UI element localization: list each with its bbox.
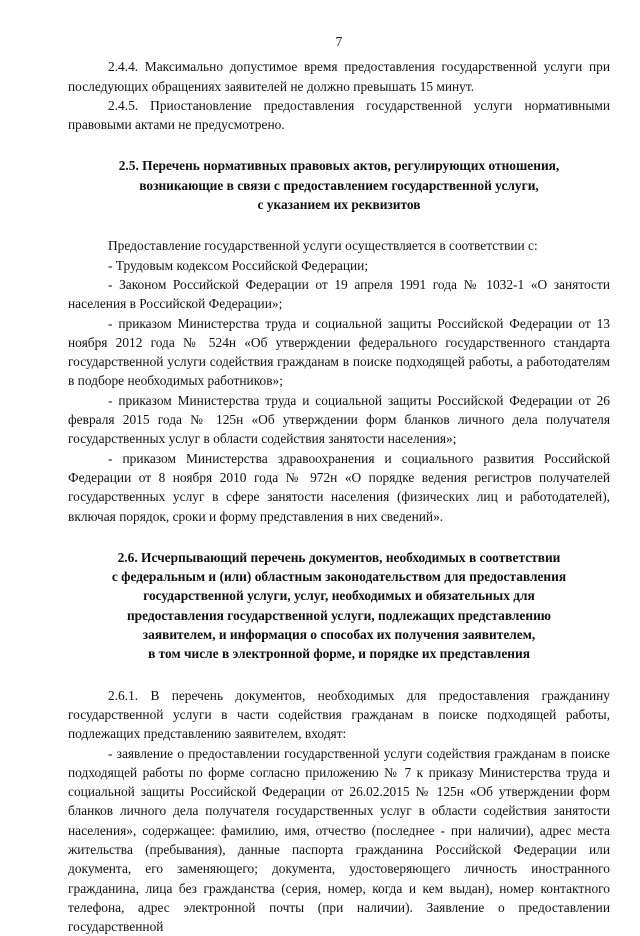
heading-line: 2.5. Перечень нормативных правовых актов, регулирующих отношения,: [68, 156, 610, 175]
paragraph-intro: Предоставление государственной услуги осуществляется в соответствии с:: [68, 236, 610, 255]
page-number: 7: [68, 32, 610, 51]
heading-line: предоставления государственной услуги, подлежащих представлению: [68, 606, 610, 625]
section-heading-2-5: [68, 156, 610, 214]
heading-line: 2.6. Исчерпывающий перечень документов, необходимых в соответствии: [68, 548, 610, 567]
paragraph-2-4-5: 2.4.5. Приостановление предоставления государственной услуги нормативными правовыми актами не предусмотрено.: [68, 96, 610, 135]
list-item: - Трудовым кодексом Российской Федерации;: [68, 256, 610, 275]
heading-line: в том числе в электронной форме, и порядке их представления: [68, 644, 610, 663]
list-item: - приказом Министерства труда и социальной защиты Российской Федерации от 26 февраля 2015 года № 125н «Об утверждении форм бланков личного дела получателя государственных услуг в области содействия занятости населения»;: [68, 391, 610, 449]
list-item: - Законом Российской Федерации от 19 апреля 1991 года № 1032-1 «О занятости населения в Российской Федерации»;: [68, 275, 610, 314]
list-item: - приказом Министерства труда и социальной защиты Российской Федерации от 13 ноября 2012 года № 524н «Об утверждении федерального государственного стандарта государственной услуги содействия гражданам в поиске подходящей работы, а работодателям в подборе необходимых работников»;: [68, 314, 610, 391]
section-heading-2-6: [68, 548, 610, 664]
list-item: - заявление о предоставлении государственной услуги содействия гражданам в поиске подходящей работы по форме согласно приложению № 7 к приказу Министерства труда и социальной защиты Российской Федерации от 26.02.2015 № 125н «Об утверждении форм бланков личного дела получателя государственных услуг в области содействия занятости населения», содержащее: фамилию, имя, отчество (последнее - при наличии), адрес места жительства (пребывания), данные паспорта гражданина Российской Федерации или документа, его заменяющего; документа, удостоверяющего личность иностранного гражданина, лица без гражданства (серия, номер, когда и кем выдан), номер контактного телефона, адрес электронной почты (при наличии). Заявление о предоставлении государственной: [68, 744, 610, 936]
paragraph-2-6-1: 2.6.1. В перечень документов, необходимых для предоставления гражданину государственной услуги в части содействия гражданам в поиске подходящей работы, подлежащих представлению заявителем, входят:: [68, 686, 610, 744]
heading-line: государственной услуги, услуг, необходимых и обязательных для: [68, 586, 610, 605]
heading-line: с указанием их реквизитов: [68, 195, 610, 214]
paragraph-2-4-4: 2.4.4. Максимально допустимое время предоставления государственной услуги при последующих обращениях заявителей не должно превышать 15 минут.: [68, 57, 610, 96]
heading-line: с федеральным и (или) областным законодательством для предоставления: [68, 567, 610, 586]
heading-line: возникающие в связи с предоставлением государственной услуги,: [68, 176, 610, 195]
heading-line: заявителем, и информация о способах их получения заявителем,: [68, 625, 610, 644]
list-item: - приказом Министерства здравоохранения и социального развития Российской Федерации от 8 ноября 2010 года № 972н «О порядке ведения регистров получателей государственных услуг в сфере занятости населения (физических лиц и работодателей), включая порядок, сроки и форму представления в них сведений».: [68, 449, 610, 526]
